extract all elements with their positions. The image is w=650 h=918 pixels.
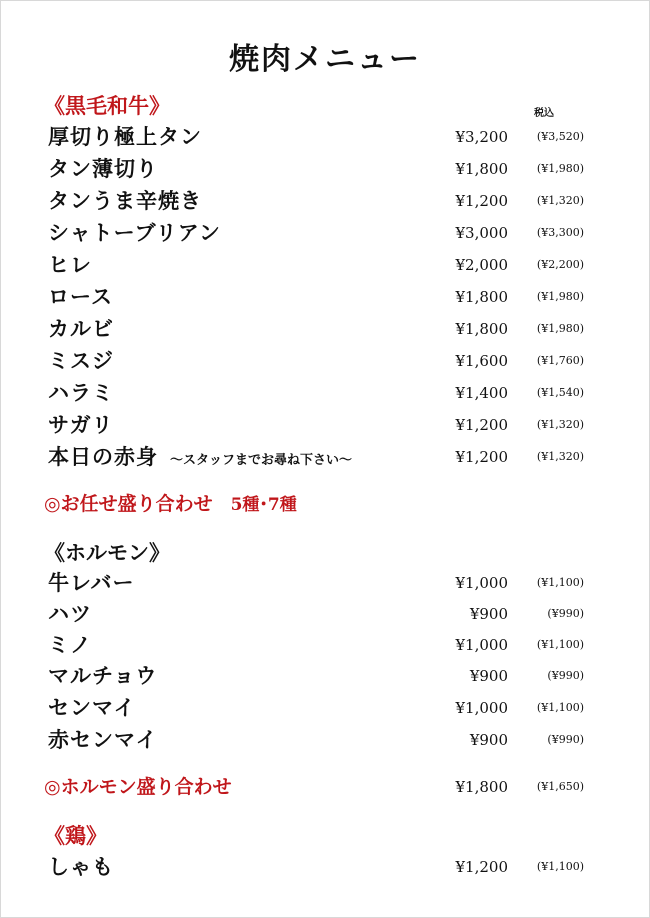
item-price-tax: (¥3,520) bbox=[536, 130, 584, 143]
item-name: ミスジ bbox=[48, 348, 114, 373]
item-price: ¥3,200 bbox=[455, 128, 508, 146]
menu-item bbox=[44, 154, 604, 184]
item-price: ¥1,000 bbox=[455, 636, 508, 654]
item-price: ¥1,800 bbox=[455, 288, 508, 306]
item-price-tax: (¥1,760) bbox=[536, 354, 584, 367]
item-price-tax: (¥1,100) bbox=[536, 638, 584, 651]
item-price-tax: (¥3,300) bbox=[536, 226, 584, 239]
item-name: 厚切り極上タン bbox=[48, 124, 202, 149]
item-price: ¥1,800 bbox=[455, 778, 508, 796]
item-price: ¥1,200 bbox=[455, 416, 508, 434]
section-heading-chicken: 《鶏》 bbox=[44, 823, 107, 848]
menu-item bbox=[44, 568, 604, 598]
item-price-tax: (¥990) bbox=[547, 733, 584, 746]
menu-item bbox=[44, 122, 604, 152]
item-name: ミノ bbox=[48, 632, 92, 657]
item-price-tax: (¥1,320) bbox=[536, 450, 584, 463]
item-name: しゃも bbox=[48, 854, 114, 879]
item-name: マルチョウ bbox=[48, 663, 158, 688]
special-platter-label: ◎お任せ盛り合わせ bbox=[44, 493, 213, 515]
menu-title: 焼肉メニュー bbox=[229, 42, 421, 77]
menu-item bbox=[44, 599, 604, 629]
item-name-with-note bbox=[48, 442, 352, 476]
item-name: 本日の赤身 bbox=[48, 444, 158, 469]
item-price: ¥1,000 bbox=[455, 574, 508, 592]
menu-item bbox=[44, 725, 604, 755]
item-price: ¥3,000 bbox=[455, 224, 508, 242]
menu-item bbox=[44, 661, 604, 691]
item-name: ヒレ bbox=[48, 252, 92, 277]
item-price-tax: (¥1,980) bbox=[536, 162, 584, 175]
item-price-tax: (¥990) bbox=[547, 607, 584, 620]
item-price-tax: (¥1,100) bbox=[536, 701, 584, 714]
item-price-tax: (¥1,320) bbox=[536, 194, 584, 207]
item-name: センマイ bbox=[48, 695, 136, 720]
item-name: サガリ bbox=[48, 412, 114, 437]
menu-item bbox=[44, 186, 604, 216]
item-price-tax: (¥1,540) bbox=[536, 386, 584, 399]
section-heading-horumon: 《ホルモン》 bbox=[44, 540, 170, 565]
menu-item bbox=[44, 378, 604, 408]
item-note: 〜スタッフまでお尋ね下さい〜 bbox=[170, 453, 353, 468]
menu-item bbox=[44, 250, 604, 280]
menu-item bbox=[44, 630, 604, 660]
item-price-tax: (¥1,650) bbox=[536, 780, 584, 793]
item-price-tax: (¥1,980) bbox=[536, 290, 584, 303]
menu-item bbox=[44, 693, 604, 723]
tax-included-label: 税込 bbox=[534, 108, 554, 119]
item-price-tax: (¥1,100) bbox=[536, 860, 584, 873]
item-price: ¥1,600 bbox=[455, 352, 508, 370]
special-platter-label: ◎ホルモン盛り合わせ bbox=[44, 776, 232, 798]
item-price: ¥1,800 bbox=[455, 160, 508, 178]
menu-item bbox=[44, 852, 604, 882]
menu-item bbox=[44, 442, 604, 472]
item-name: タン薄切り bbox=[48, 156, 158, 181]
special-platter-name bbox=[44, 489, 297, 520]
item-price-tax: (¥2,200) bbox=[536, 258, 584, 271]
item-name: カルビ bbox=[48, 316, 114, 341]
menu-item bbox=[44, 410, 604, 440]
special-platter-options: 5種･7種 bbox=[230, 495, 297, 515]
item-price-tax: (¥990) bbox=[547, 669, 584, 682]
item-price-tax: (¥1,320) bbox=[536, 418, 584, 431]
item-price: ¥1,200 bbox=[455, 192, 508, 210]
item-price: ¥900 bbox=[469, 731, 508, 749]
item-price: ¥2,000 bbox=[455, 256, 508, 274]
item-price: ¥1,200 bbox=[455, 448, 508, 466]
menu-item bbox=[44, 218, 604, 248]
item-price: ¥900 bbox=[469, 605, 508, 623]
item-price: ¥1,000 bbox=[455, 699, 508, 717]
item-price-tax: (¥1,980) bbox=[536, 322, 584, 335]
menu-item bbox=[44, 282, 604, 312]
section-heading-wagyu: 《黒毛和牛》 bbox=[44, 93, 170, 118]
item-price: ¥1,800 bbox=[455, 320, 508, 338]
item-price: ¥900 bbox=[469, 667, 508, 685]
item-name: シャトーブリアン bbox=[48, 220, 221, 245]
special-platter-row bbox=[44, 772, 604, 802]
item-name: 赤センマイ bbox=[48, 727, 158, 752]
item-name: ハラミ bbox=[48, 380, 114, 405]
item-price-tax: (¥1,100) bbox=[536, 576, 584, 589]
item-name: タンうま辛焼き bbox=[48, 188, 202, 213]
menu-item bbox=[44, 346, 604, 376]
item-price: ¥1,400 bbox=[455, 384, 508, 402]
special-platter-row bbox=[44, 489, 604, 519]
item-price: ¥1,200 bbox=[455, 858, 508, 876]
menu-item bbox=[44, 314, 604, 344]
item-name: 牛レバー bbox=[48, 570, 135, 595]
item-name: ロース bbox=[48, 284, 113, 309]
item-name: ハツ bbox=[48, 601, 92, 626]
